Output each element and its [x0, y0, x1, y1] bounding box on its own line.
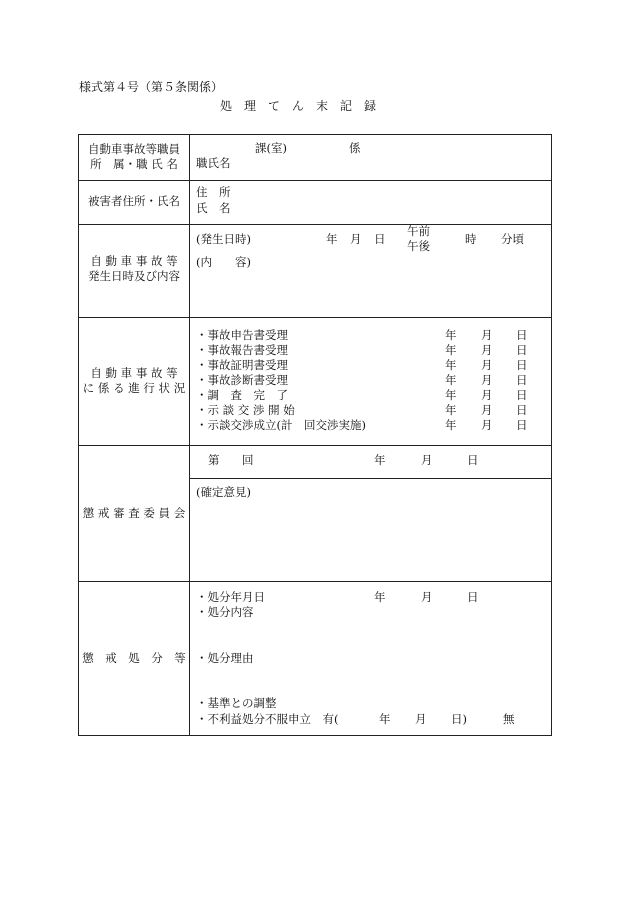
committee-session-suffix: 回 — [242, 453, 254, 467]
victim-name-label: 氏 名 — [196, 201, 231, 215]
disposition-year: 年 — [374, 590, 386, 604]
year-label: 年 — [326, 232, 338, 246]
minute-label: 分頃 — [501, 232, 524, 246]
progress-day: 日 — [516, 373, 528, 387]
progress-item: ・事故報告書受理 — [196, 343, 288, 357]
progress-year: 年 — [445, 403, 457, 417]
appeal-none-label: 無 — [503, 712, 515, 726]
committee-year: 年 — [374, 453, 386, 467]
progress-day: 日 — [516, 328, 528, 342]
progress-year: 年 — [445, 358, 457, 372]
committee-day: 日 — [467, 453, 479, 467]
committee-session-prefix: 第 — [208, 453, 220, 467]
progress-day: 日 — [516, 418, 528, 432]
progress-year: 年 — [445, 388, 457, 402]
final-opinion-label: (確定意見) — [196, 485, 251, 499]
staff-label-line1: 自動車事故等職員 — [88, 142, 180, 156]
progress-month: 月 — [481, 388, 493, 402]
progress-day: 日 — [516, 388, 528, 402]
progress-item: ・事故申告書受理 — [196, 328, 288, 342]
progress-item: ・事故診断書受理 — [196, 373, 288, 387]
progress-year: 年 — [445, 328, 457, 342]
progress-label-line2: に 係 る 進 行 状 況 — [82, 381, 186, 395]
pm-label: 午後 — [407, 239, 430, 253]
row-divider — [78, 445, 552, 446]
accident-label-line1: 自 動 車 事 故 等 — [90, 254, 178, 268]
accident-content-label: (内 容) — [196, 255, 251, 269]
victim-label: 被害者住所・氏名 — [88, 194, 180, 208]
standard-adjustment-label: ・基準との調整 — [196, 696, 277, 710]
progress-month: 月 — [481, 373, 493, 387]
day-label: 日 — [374, 232, 386, 246]
victim-address-label: 住 所 — [196, 185, 231, 199]
discipline-label: 懲 戒 処 分 等 — [82, 651, 186, 665]
accident-label-line2: 発生日時及び内容 — [88, 269, 180, 283]
committee-inner-divider — [189, 478, 552, 479]
row-divider — [78, 317, 552, 318]
staff-label-line2: 所 属・職 氏 名 — [90, 157, 178, 171]
progress-year: 年 — [445, 373, 457, 387]
month-label: 月 — [350, 232, 362, 246]
row-divider — [78, 224, 552, 225]
appeal-label: ・不利益処分不服申立 有( — [196, 712, 339, 726]
occurrence-datetime-label: (発生日時) — [196, 232, 251, 246]
appeal-year: 年 — [379, 712, 391, 726]
appeal-day: 日) — [451, 712, 467, 726]
progress-month: 月 — [481, 328, 493, 342]
row-divider — [78, 180, 552, 181]
row-divider — [78, 581, 552, 582]
disposition-reason-label: ・処分理由 — [196, 651, 254, 665]
form-number: 様式第４号（第５条関係） — [79, 80, 224, 94]
committee-label: 懲 戒 審 査 委 員 会 — [82, 506, 186, 520]
appeal-month: 月 — [415, 712, 427, 726]
staff-name-label: 職氏名 — [196, 156, 231, 170]
progress-label-line1: 自 動 車 事 故 等 — [90, 366, 178, 380]
am-label: 午前 — [407, 224, 430, 238]
disposition-month: 月 — [421, 590, 433, 604]
staff-label — [80, 142, 188, 172]
progress-year: 年 — [445, 418, 457, 432]
disposition-content-label: ・処分内容 — [196, 605, 254, 619]
progress-item: ・事故証明書受理 — [196, 358, 288, 372]
progress-month: 月 — [481, 418, 493, 432]
hour-label: 時 — [465, 232, 477, 246]
progress-label — [80, 366, 188, 396]
progress-day: 日 — [516, 403, 528, 417]
progress-item: ・示 談 交 渉 開 始 — [196, 403, 295, 417]
progress-day: 日 — [516, 343, 528, 357]
progress-item: ・示談交渉成立(計 回交渉実施) — [196, 418, 366, 432]
section-unit-label: 課(室) — [255, 141, 287, 155]
progress-day: 日 — [516, 358, 528, 372]
committee-month: 月 — [421, 453, 433, 467]
progress-month: 月 — [481, 358, 493, 372]
disposition-date-label: ・処分年月日 — [196, 590, 265, 604]
accident-label — [80, 254, 188, 284]
form-title: 処 理 て ん 末 記 録 — [220, 99, 377, 113]
progress-month: 月 — [481, 343, 493, 357]
progress-item: ・調 査 完 了 — [196, 388, 288, 402]
subsection-label: 係 — [349, 141, 361, 155]
disposition-day: 日 — [467, 590, 479, 604]
progress-month: 月 — [481, 403, 493, 417]
progress-year: 年 — [445, 343, 457, 357]
